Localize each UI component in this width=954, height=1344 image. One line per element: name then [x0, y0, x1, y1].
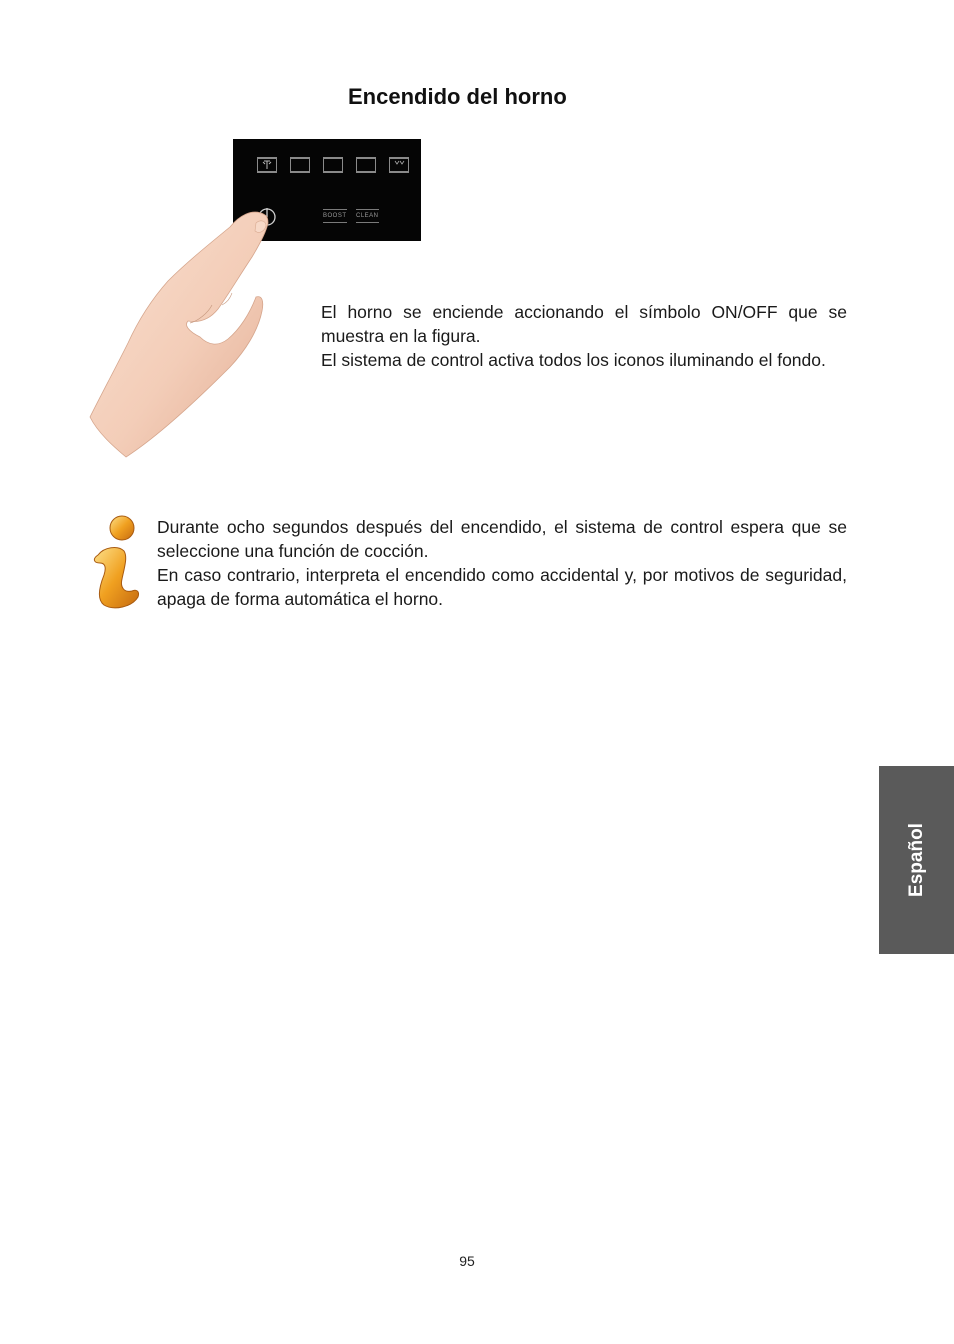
boost-label: BOOST: [323, 209, 347, 223]
info-icon: [84, 513, 144, 611]
language-tab: [879, 766, 954, 954]
note-line: En caso contrario, interpreta el encendido como accidental y, por motivos de seguridad, apaga de forma automática el horno.: [157, 565, 847, 609]
page-number: 95: [459, 1253, 475, 1269]
description-line: El sistema de control activa todos los iconos iluminando el fondo.: [321, 350, 826, 370]
description-line: El horno se enciende accionando el símbolo ON/OFF que se muestra en la figura.: [321, 302, 847, 346]
clean-label: CLEAN: [356, 209, 379, 223]
page-title: Encendido del horno: [348, 84, 567, 109]
note-line: Durante ocho segundos después del encendido, el sistema de control espera que se seleccione una función de cocción.: [157, 517, 847, 561]
info-note: [157, 515, 847, 611]
power-on-description: [321, 300, 847, 372]
language-tab-label: Español: [905, 823, 927, 897]
